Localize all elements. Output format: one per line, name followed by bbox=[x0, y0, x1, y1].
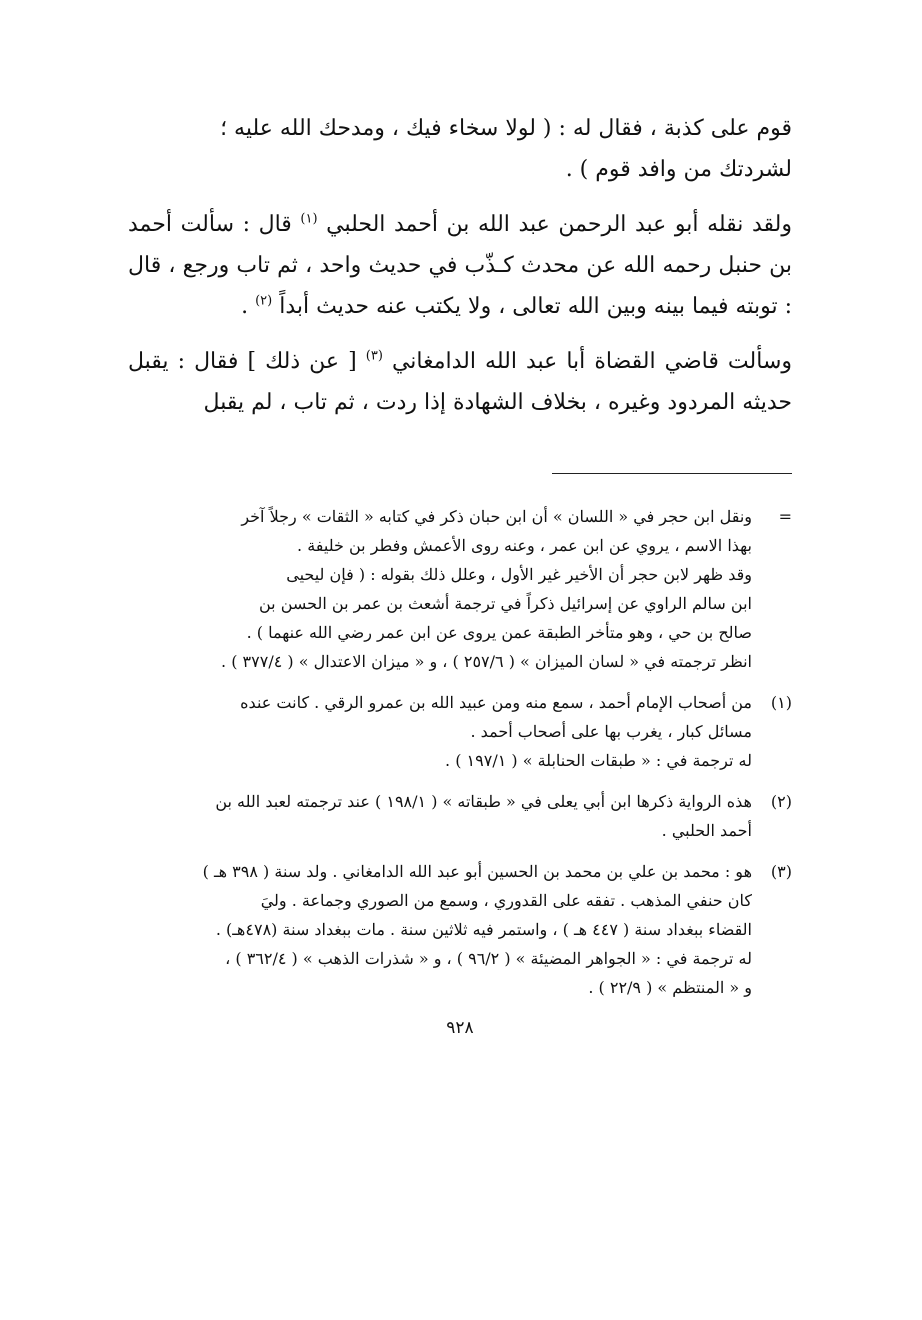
footnote-line: أحمد الحلبي . bbox=[661, 821, 752, 840]
footnote-separator bbox=[552, 473, 792, 474]
footnote-1-body bbox=[128, 688, 752, 775]
footnote-line: ونقل ابن حجر في « اللسان » أن ابن حبان ذكر في كتابه « الثقات » رجلاً آخر bbox=[241, 507, 752, 526]
paragraph-1-line-2: لشردتك من وافد قوم ) . bbox=[565, 157, 792, 182]
footnote-line: من أصحاب الإمام أحمد ، سمع منه ومن عبيد الله بن عمرو الرقي . كانت عنده bbox=[240, 693, 752, 712]
paragraph-1 bbox=[128, 108, 792, 190]
paragraph-3-part-2: [ عن ذلك ] فقال : يقبل حديثه المردود وغيره ، بخلاف الشهادة إذا ردت ، ثم تاب ، لم يقبل bbox=[128, 349, 792, 415]
footnote-2-mark: (٢) bbox=[770, 792, 792, 811]
footnote-3-body bbox=[128, 857, 752, 1002]
footnote-2 bbox=[128, 787, 792, 845]
paragraph-2-end: . bbox=[241, 294, 249, 319]
footnote-1-mark: (١) bbox=[770, 693, 792, 712]
footnote-line: له ترجمة في : « الجواهر المضيئة » ( ٩٦/٢ ) ، و « شذرات الذهب » ( ٣٦٢/٤ ) ، bbox=[225, 949, 752, 968]
paragraph-2-part-2: قال : سألت أحمد بن حنبل رحمه الله عن محدث كـذّب في حديث واحد ، ثم تاب ورجع ، قال : توبته فيما بينه وبين الله تعالى ، ولا يكتب عنه حديث أبداً bbox=[128, 212, 792, 319]
footnote-3 bbox=[128, 857, 792, 1002]
footnote-line: كان حنفي المذهب . تفقه على القدوري ، وسمع من الصوري وجماعة . وليَ bbox=[260, 891, 752, 910]
footnote-continued bbox=[128, 502, 792, 676]
footnote-separator-wrap bbox=[128, 437, 792, 502]
footnotes bbox=[128, 502, 792, 1002]
main-text bbox=[128, 108, 792, 423]
paragraph-1-line-1: قوم على كذبة ، فقال له : ( لولا سخاء فيك ، ومدحك الله عليه ؛ bbox=[220, 116, 792, 141]
page-number: ٩٢٨ bbox=[446, 1018, 474, 1038]
footnote-continued-mark: = bbox=[778, 507, 792, 526]
footnote-line: ابن سالم الراوي عن إسرائيل ذكراً في ترجمة أشعث بن عمر بن الحسن بن bbox=[259, 594, 752, 613]
book-page bbox=[128, 108, 792, 1038]
footnote-ref-1: (١) bbox=[300, 211, 318, 227]
footnote-line: وقد ظهر لابن حجر أن الأخير غير الأول ، وعلل ذلك بقوله : ( فإن ليحيى bbox=[286, 565, 752, 584]
footnote-line: و « المنتظم » ( ٢٢/٩ ) . bbox=[588, 978, 752, 997]
paragraph-3 bbox=[128, 341, 792, 423]
footnote-line: صالح بن حي ، وهو متأخر الطبقة عمن يروى عن ابن عمر رضي الله عنهما ) . bbox=[246, 623, 752, 642]
footnote-ref-3: (٣) bbox=[365, 348, 383, 364]
footnote-line: هذه الرواية ذكرها ابن أبي يعلى في « طبقاته » ( ١٩٨/١ ) عند ترجمته لعبد الله بن bbox=[215, 792, 752, 811]
footnote-3-mark: (٣) bbox=[770, 862, 792, 881]
footnote-2-body bbox=[128, 787, 752, 845]
footnote-line: هو : محمد بن علي بن محمد بن الحسين أبو عبد الله الدامغاني . ولد سنة ( ٣٩٨ هـ ) bbox=[202, 862, 752, 881]
footnote-line: بهذا الاسم ، يروي عن ابن عمر ، وعنه روى الأعمش وفطر بن خليفة . bbox=[297, 536, 752, 555]
footnote-line: القضاء ببغداد سنة ( ٤٤٧ هـ ) ، واستمر فيه ثلاثين سنة . مات ببغداد سنة (٤٧٨هـ) . bbox=[215, 920, 752, 939]
paragraph-3-part-1: وسألت قاضي القضاة أبا عبد الله الدامغاني bbox=[391, 349, 792, 374]
paragraph-2-part-1: ولقد نقله أبو عبد الرحمن عبد الله بن أحمد الحلبي bbox=[326, 212, 792, 237]
footnote-continued-body bbox=[128, 502, 752, 676]
footnote-line: له ترجمة في : « طبقات الحنابلة » ( ١٩٧/١ ) . bbox=[445, 751, 752, 770]
footnote-ref-2: (٢) bbox=[255, 293, 273, 309]
footnote-line: انظر ترجمته في « لسان الميزان » ( ٢٥٧/٦ ) ، و « ميزان الاعتدال » ( ٣٧٧/٤ ) . bbox=[221, 652, 752, 671]
footnote-line: مسائل كبار ، يغرب بها على أصحاب أحمد . bbox=[470, 722, 752, 741]
paragraph-2 bbox=[128, 204, 792, 327]
footnote-1 bbox=[128, 688, 792, 775]
